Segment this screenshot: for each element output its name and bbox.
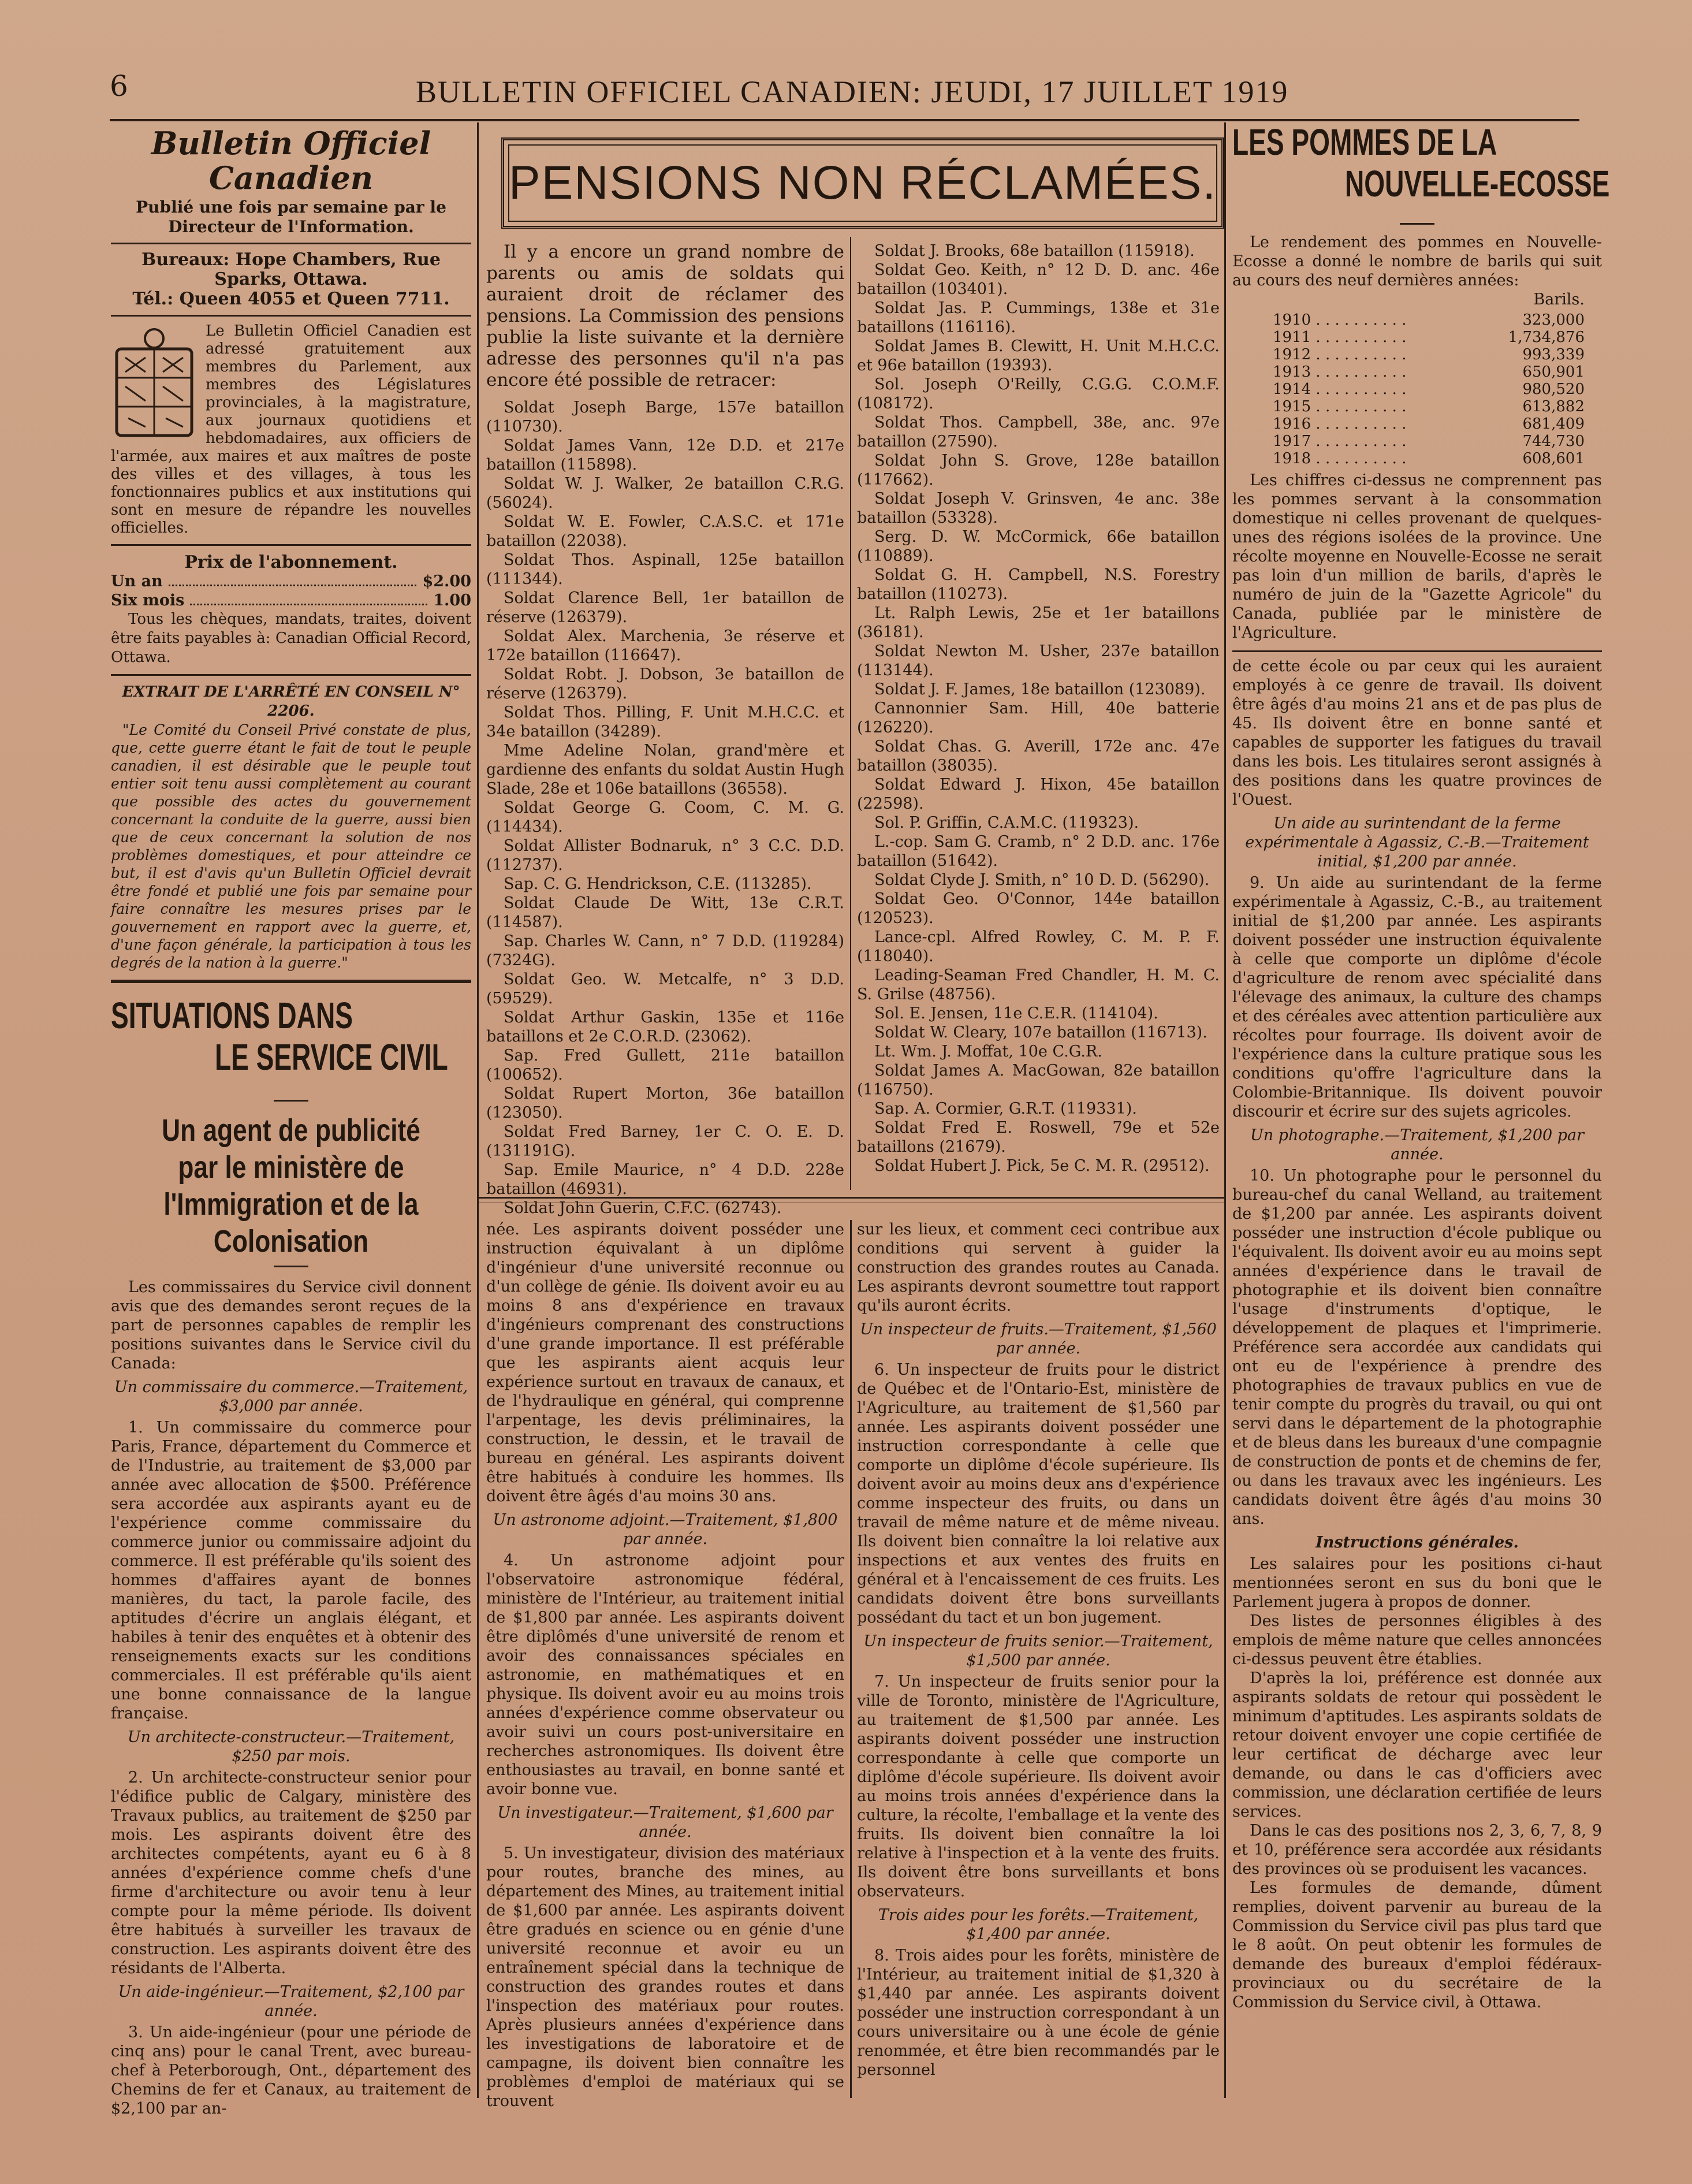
pensions-right-entries — [857, 241, 1220, 1175]
pension-entry: Soldat Clyde J. Smith, n° 10 D. D. (56290). — [874, 871, 1210, 889]
pension-entry: Soldat Alex. Marchenia, 3e réserve et 172e bataillon (116647). — [486, 627, 844, 664]
masthead-offices: Bureaux: Hope Chambers, Rue Sparks, Ottawa. — [141, 250, 441, 289]
pension-entry: Cannonnier Sam. Hill, 40e batterie (126220). — [857, 700, 1220, 736]
pommes-table-row — [1232, 381, 1602, 398]
pension-entry: Soldat Thos. Pilling, F. Unit M.H.C.C. et 34e bataillon (34289). — [486, 704, 844, 741]
payment-note: Tous les chèques, mandats, traites, doivent être faits payables à: Canadian Official Record, Ottawa. — [111, 611, 471, 666]
general-instruction-3: D'après la loi, préférence est donnée aux aspirants soldats de retour qui possèdent le minimum d'aptitudes. Les aspirants soldats de retour doivent envoyer une copie certifiée de leur certificat de décharge avec leur demande, ou dans le cas d'officiers avec commission, une déclaration certifiée de leurs services. — [1232, 1669, 1602, 1821]
rate-row-six — [111, 591, 471, 610]
pommes-barrels: 993,339 — [1522, 346, 1585, 363]
pension-entry: Soldat John S. Grove, 128e bataillon (117662). — [857, 452, 1220, 489]
pension-entry: Soldat W. E. Fowler, C.A.S.C. et 171e bataillon (22038). — [486, 513, 844, 550]
situations-intro: Les commissaires du Service civil donnent avis que des demandes seront reçues de la part de personnes capables de remplir les positions suivantes dans le Service civil du Canada: — [111, 1278, 471, 1372]
pommes-table-row — [1232, 311, 1602, 329]
pension-entry: Soldat Claude De Witt, 13e C.R.T. (114587). — [486, 894, 844, 931]
pension-entry: Soldat James B. Clewitt, H. Unit M.H.C.C. et 96e bataillon (19393). — [857, 337, 1220, 374]
pension-entry: Soldat Hubert J. Pick, 5e C. M. R. (29512). — [874, 1157, 1210, 1175]
pension-entry: Mme Adeline Nolan, grand'mère et gardienne des enfants du soldat Austin Hugh Slade, 28e et 106e bataillons (36558). — [486, 742, 844, 798]
subscription-title: Prix de l'abonnement. — [184, 552, 398, 572]
pension-entry: Soldat George G. Coom, C. M. G. (114434). — [486, 799, 844, 836]
pensions-intro: Il y a encore un grand nombre de parents ou amis de soldats qui auraient droit de réclamer des pensions. La Commission des pensions publie la liste suivante et la dernière adresse des personnes qu'il n'a pas encore été possible de retracer: — [486, 241, 844, 390]
masthead-rule — [111, 544, 471, 546]
pensions-heading-box — [501, 137, 1224, 229]
section-rule — [1232, 650, 1602, 652]
rate-row-year — [111, 572, 471, 591]
position-7-title: Un inspecteur de fruits senior.—Traitement, $1,500 par année. — [863, 1632, 1213, 1669]
rate-year-value: $2.00 — [422, 572, 471, 590]
column-masthead — [111, 122, 471, 2118]
extract-text: "Le Comité du Conseil Privé constate de plus, que, cette guerre étant le fait de tout le peuple canadien, il est désirable que le peuple tout entier soit tenu aussi complètement au courant que possible des actes du gouvernement concernant la conduite de la guerre, aussi bien que de ceux concernant la solution de nos problèmes domestiques, et pour atteindre ce but, il est d'avis qu'un Bulletin Officiel devrait être fondé et publié une fois par semaine pour faire connaître les mesures prises par le gouvernement en rapport avec la guerre, et, d'une façon générale, la participation à tous les degrés de la nation à la guerre." — [111, 721, 471, 971]
pensions-heading: PENSIONS NON RÉCLAMÉES. — [508, 157, 1217, 209]
pension-entry: Serg. D. W. McCormick, 66e bataillon (110889). — [857, 528, 1220, 565]
pension-entry: Sol. P. Griffin, C.A.M.C. (119323). — [874, 814, 1139, 832]
pommes-barrels: 980,520 — [1522, 381, 1585, 398]
pension-entry: Sap. C. G. Hendrickson, C.E. (113285). — [504, 875, 812, 893]
pommes-year: 1913 . . . . . . . . . . — [1273, 363, 1407, 381]
pension-entry: Soldat J. Brooks, 68e bataillon (115918). — [874, 242, 1195, 260]
extract-title: EXTRAIT DE L'ARRÊTÉ EN CONSEIL N° 2206. — [122, 683, 460, 720]
pommes-table-row — [1232, 450, 1602, 467]
pension-entry: Soldat G. H. Campbell, N.S. Forestry bataillon (110273). — [857, 566, 1220, 603]
pension-entry: Soldat John Guerin, C.F.C. (62743). — [504, 1199, 782, 1217]
pension-entry: Sap. Emile Maurice, n° 4 D.D. 228e bataillon (46931). — [486, 1161, 844, 1198]
pension-entry: Soldat Clarence Bell, 1er bataillon de réserve (126379). — [486, 589, 844, 626]
pensions-left-entries — [486, 398, 844, 1218]
masthead-description: Le Bulletin Officiel Canadien est adressé gratuitement aux membres du Parlement, aux membres des Législatures provinciales, à la magistrature, aux journaux quotidiens et hebdomadaires, aux officiers de l'armée, aux maires et aux maîtres de poste des villes et des villages, à tous les fonctionnaires publics et aux institutions qui sont en mesure de répandre les nouvelles officielles. — [111, 322, 471, 537]
pommes-year: 1910 . . . . . . . . . . — [1273, 311, 1407, 329]
column-divider — [850, 1220, 852, 2098]
column-divider — [1224, 122, 1226, 2098]
pommes-table-row — [1232, 433, 1602, 450]
situations-subheading: Un agent de publicité par le ministère de l'Immigration et de la Colonisation — [162, 1113, 420, 1259]
pension-entry: Sap. A. Cormier, G.R.T. (119331). — [874, 1100, 1137, 1118]
position-2-title: Un architecte-constructeur.—Traitement, $250 par mois. — [127, 1728, 455, 1765]
pension-entry: Soldat Chas. G. Averill, 172e anc. 47e bataillon (38035). — [857, 738, 1220, 775]
position-6-title: Un inspecteur de fruits.—Traitement, $1,560 par année. — [860, 1320, 1217, 1357]
position-8-title: Trois aides pour les forêts.—Traitement, $1,400 par année. — [878, 1906, 1199, 1943]
pension-entry: Soldat Fred E. Roswell, 79e et 52e bataillons (21679). — [857, 1119, 1220, 1156]
pension-entry: Soldat Allister Bodnaruk, n° 3 C.C. D.D. (112737). — [486, 837, 844, 874]
pension-entry: Lance-cpl. Alfred Rowley, C. M. P. F. (118040). — [857, 928, 1220, 965]
pension-entry: Soldat James Vann, 12e D.D. et 217e bataillon (115898). — [486, 437, 844, 474]
pension-entry: Soldat W. J. Walker, 2e bataillon C.R.G. (56024). — [486, 475, 844, 512]
column-divider — [850, 237, 851, 1190]
page-number: 6 — [110, 69, 128, 103]
masthead-published: Publié une fois par semaine par le Directeur de l'Information. — [136, 198, 446, 236]
position-10-title: Un photographe.—Traitement, $1,200 par année. — [1250, 1126, 1585, 1163]
pommes-barrels: 744,730 — [1522, 433, 1585, 450]
position-4-text: 4. Un astronome adjoint pour l'observatoire astronomique fédéral, ministère de l'Intérieur, au traitement initial de $1,800 par année. Les aspirants doivent être diplômés d'une université de renom et avoir des connaissances spéciales en astronomie, en mathématiques et en physique. Ils doivent avoir eu au moins trois années d'expérience comme observateur ou avoir suivi un cours post-universitaire en recherches astronomiques. Ils doivent être enthousiastes au travail, en bonne santé et avoir bonne vue. — [486, 1552, 844, 1798]
column-3-bottom — [857, 1220, 1220, 2098]
position-5-continued: sur les lieux, et comment ceci contribue aux conditions qui servent à guider la construction des grandes routes au Canada. Les aspirants devront soumettre tout rapport qu'ils auront écrits. — [857, 1221, 1220, 1315]
pension-entry: L.-cop. Sam G. Cramb, n° 2 D.D. anc. 176e bataillon (51642). — [857, 833, 1220, 870]
position-3-title: Un aide-ingénieur.—Traitement, $2,100 par année. — [118, 1983, 464, 2020]
masthead-title: Bulletin Officiel Canadien — [151, 125, 431, 196]
pension-entry: Soldat Geo. Keith, n° 12 D. D. anc. 46e bataillon (103401). — [857, 261, 1220, 298]
position-9-text: 9. Un aide au surintendant de la ferme expérimentale à Agassiz, C.-B., au traitement initial de $1,200 par année. Les aspirants doivent posséder une instruction équivalente à celle que comporte un diplôme d'école d'agriculture de renom avec spécialité dans l'élevage des animaux, la culture des champs et des céréales avec attention particulière aux récoltes pour fourrage. Ils doivent avoir de l'expérience dans la culture pratique sous les conditions qu'offre l'agriculture dans la Colombie-Britannique. Ils doivent pouvoir discourir et écrire sur des sujets agricoles. — [1232, 874, 1602, 1121]
column-4 — [1232, 121, 1610, 2097]
pommes-outro: Les chiffres ci-dessus ne comprennent pas les pommes servant à la consommation domestique ni celles provenant de quelques-unes des régions isolées de la province. Une récolte moyenne en Nouvelle-Ecosse ne serait pas loin d'un million de barils, d'après le numéro de juin de la "Gazette Agricole" du Canada, publiée par le ministère de l'Agriculture. — [1232, 471, 1602, 642]
position-4-title: Un astronome adjoint.—Traitement, $1,800 par année. — [493, 1511, 838, 1548]
pommes-table-row — [1232, 398, 1602, 415]
pension-entry: Soldat Newton M. Usher, 237e bataillon (113144). — [857, 642, 1220, 679]
position-6-text: 6. Un inspecteur de fruits pour le district de Québec et de l'Ontario-Est, ministère de l'Agriculture, au traitement de $1,560 par année. Les aspirants doivent posséder une instruction correspondante à celle que comporte un diplôme d'école supérieure. Ils doivent avoir au moins deux ans d'expérience comme inspecteur des fruits, ou dans un travail de même nature et de même niveau. Ils doivent bien connaître la loi relative aux inspections et aux ventes des fruits en général et à l'encaissement de ces fruits. Les candidats doivent être bons surveillants possédant du tact et un bon jugement. — [857, 1361, 1220, 1627]
position-3-continued: née. Les aspirants doivent posséder une instruction équivalant à un diplôme d'ingénieur d'une université reconnue ou d'un collège de génie. Ils doivent avoir eu au moins 8 ans d'expérience en travaux d'ingénieurs comprenant des constructions d'une grande importance. Il est préférable que les aspirants aient acquis leur expérience surtout en travaux de canaux, et de l'hydraulique en général, qui comprenne l'arpentage, les devis préliminaires, la construction, le dessin, et le travail de bureau en général. Les aspirants doivent être habitués à conduire les hommes. Ils doivent être âgés d'au moins 30 ans. — [486, 1221, 844, 1505]
rate-six-label: Six mois — [111, 591, 185, 609]
masthead-description-block — [111, 322, 471, 537]
pension-entry: Sap. Charles W. Cann, n° 7 D.D. (119284) (7324G). — [486, 932, 844, 969]
position-3-text: 3. Un aide-ingénieur (pour une période de cinq ans) pour le canal Trent, avec bureau-chef à Peterborough, Ont., département des Chemins de fer et Canaux, au traitement de $2,100 par an- — [111, 2023, 471, 2118]
pommes-heading-1: LES POMMES DE LA — [1232, 121, 1497, 163]
position-8-continued: de cette école ou par ceux qui les auraient employés à ce genre de travail. Ils doivent être âgés d'au moins 21 ans et de pas plus de 45. Ils doivent être en bonne santé et capables de supporter les fatigues du travail dans les bois. Les titulaires seront assignés à des positions dans les quatre provinces de l'Ouest. — [1232, 657, 1602, 809]
rate-year-label: Un an — [111, 572, 163, 590]
pension-entry: Lt. Ralph Lewis, 25e et 1er bataillons (36181). — [857, 604, 1220, 641]
general-instruction-1: Les salaires pour les positions ci-haut mentionnées seront en sus du boni que le Parlement jugera à propos de donner. — [1232, 1555, 1602, 1611]
pommes-barrels: 613,882 — [1522, 398, 1585, 415]
pension-entry: Lt. Wm. J. Moffat, 10e C.G.R. — [874, 1043, 1102, 1061]
situations-heading-2: LE SERVICE CIVIL — [215, 1036, 448, 1078]
position-10-text: 10. Un photographe pour le personnel du bureau-chef du canal Welland, au traitement de $1,200 par année. Les aspirants doivent posséder une instruction d'école publique ou l'équivalent. Ils doivent avoir eu au moins sept années d'expérience dans le travail de photographie et ils doivent bien connaître l'usage d'instruments d'optique, le développement de plaques et l'imprimerie. Préférence sera accordée aux candidats qui ont eu de l'expérience à prendre des photographies de travaux publics en vue de tenir compte du progrès du travail, ou qui ont servi dans le département de la photographie et de bleus dans les bureaux d'une compagnie de construction de ponts et de chemins de fer, ou dans les travaux avec les ingénieurs. Les candidats doivent être âgés d'au moins 30 ans. — [1232, 1167, 1602, 1528]
pension-entry: Soldat Jas. P. Cummings, 138e et 31e bataillons (116116). — [857, 299, 1220, 336]
rate-six-value: 1.00 — [433, 591, 471, 609]
pension-entry: Soldat Robt. J. Dobson, 3e bataillon de réserve (126379). — [486, 665, 844, 702]
general-instruction-5: Les formules de demande, dûment remplies, doivent parvenir au bureau de la Commission du Service civil pas plus tard que le 8 août. On peut obtenir les formules de demande des bureaux d'emploi fédéraux-provinciaux ou du secrétaire de la Commission du Service civil, à Ottawa. — [1232, 1879, 1602, 2011]
pension-entry: Soldat W. Cleary, 107e bataillon (116713). — [874, 1024, 1207, 1041]
pension-entry: Sol. Joseph O'Reilly, C.G.G. C.O.M.F. (108172). — [857, 375, 1220, 412]
position-5-title: Un investigateur.—Traitement, $1,600 par année. — [497, 1804, 833, 1841]
general-instructions-title: Instructions générales. — [1315, 1534, 1519, 1552]
pommes-year: 1914 . . . . . . . . . . — [1273, 381, 1407, 398]
pommes-year: 1911 . . . . . . . . . . — [1273, 329, 1407, 346]
pension-entry: Soldat Thos. Campbell, 38e, anc. 97e bataillon (27590). — [857, 414, 1220, 451]
pommes-table — [1232, 311, 1602, 467]
position-8-text: 8. Trois aides pour les forêts, ministère de l'Intérieur, au traitement initial de $1,320 à $1,440 par année. Les aspirants doivent posséder une instruction correspondant à un cours universitaire ou à une école de génie renommée, et être bien recommandés par le personnel — [857, 1947, 1220, 2079]
pension-entry: Soldat Fred Barney, 1er C. O. E. D. (131191G). — [486, 1123, 844, 1160]
pommes-year: 1915 . . . . . . . . . . — [1273, 398, 1407, 415]
pension-entry: Leading-Seaman Fred Chandler, H. M. C. S. Grilse (48756). — [857, 966, 1220, 1003]
pension-entry: Soldat J. F. James, 18e bataillon (123089). — [874, 680, 1206, 698]
pension-entry: Soldat Thos. Aspinall, 125e bataillon (111344). — [486, 551, 844, 588]
pensions-list-right — [857, 241, 1220, 1195]
pommes-table-row — [1232, 415, 1602, 433]
pension-entry: Soldat Joseph V. Grinsven, 4e anc. 38e bataillon (53328). — [857, 490, 1220, 527]
pommes-table-row — [1232, 329, 1602, 346]
pension-entry: Soldat Edward J. Hixon, 45e bataillon (22598). — [857, 776, 1220, 813]
general-instruction-2: Des listes de personnes éligibles à des emplois de même nature que celles annoncées ci-dessus peuvent être établies. — [1232, 1612, 1602, 1668]
pommes-barrels: 608,601 — [1522, 450, 1585, 467]
pension-entry: Sap. Fred Gullett, 211e bataillon (100652). — [486, 1047, 844, 1084]
pommes-year: 1917 . . . . . . . . . . — [1273, 433, 1407, 450]
masthead-rule — [111, 674, 471, 676]
position-5-text: 5. Un investigateur, division des matériaux pour routes, branche des mines, au département des Mines, au traitement initial de $1,600 par année. Les aspirants doivent être gradués en science ou en génie d'une université reconnue et avoir eu un entraînement spécial dans la technique de construction des grandes routes et dans l'inspection des matériaux pour routes. Après plusieurs années d'expérience dans les investigations de laboratoire et de campagne, ils doivent bien connaître les problèmes d'emploi de matériaux qui se trouvent — [486, 1844, 844, 2110]
heading-divider — [274, 1100, 308, 1102]
position-9-title: Un aide au surintendant de la ferme expérimentale à Agassiz, C.-B.—Traitement initial, $1,200 par année. — [1245, 814, 1589, 870]
pommes-barrels: 681,409 — [1522, 415, 1585, 433]
heading-divider — [1400, 223, 1434, 225]
position-1-title: Un commissaire du commerce.—Traitement, $3,000 par année. — [114, 1378, 468, 1415]
pension-entry: Soldat Rupert Morton, 36e bataillon (123050). — [486, 1085, 844, 1122]
situations-heading-1: SITUATIONS DANS — [111, 995, 353, 1036]
pension-entry: Soldat James A. MacGowan, 82e bataillon (116750). — [857, 1062, 1220, 1099]
pommes-barrels: 1,734,876 — [1508, 329, 1585, 346]
pommes-table-row — [1232, 346, 1602, 363]
column-divider — [477, 122, 479, 2098]
general-instruction-4: Dans le cas des positions nos 2, 3, 6, 7, 8, 9 et 10, préférence sera accordée aux résidants des provinces où se produisent les vacances. — [1232, 1822, 1602, 1878]
position-1-text: 1. Un commissaire du commerce pour Paris, France, département du Commerce et de l'Industrie, au traitement de $3,000 par année avec allocation de $500. Préférence sera accordée aux aspirants ayant eu de l'expérience comme commissaire du commerce junior ou commissaire adjoint du commerce. Il est préférable qu'ils soient des hommes d'affaires ayant de bonnes manières, du tact, la parole facile, des aptitudes d'écrire un anglais élégant, et habiles à tenir des enquêtes et à obtenir des renseignements exacts sur les conditions commerciales. Il est préférable qu'ils aient une bonne connaissance de la langue française. — [111, 1419, 471, 1722]
masthead-rule — [111, 243, 471, 244]
pension-entry: Soldat Geo. W. Metcalfe, n° 3 D.D. (59529). — [486, 970, 844, 1007]
pommes-table-row — [1232, 363, 1602, 381]
pension-entry: Soldat Joseph Barge, 157e bataillon (110730). — [486, 399, 844, 436]
pensions-list-left — [486, 241, 844, 1217]
pommes-table-header: Barils. — [1533, 291, 1585, 308]
pension-entry: Soldat Arthur Gaskin, 135e et 116e bataillons et 2e C.O.R.D. (23062). — [486, 1009, 844, 1046]
pommes-barrels: 323,000 — [1522, 311, 1585, 329]
pommes-barrels: 650,901 — [1522, 363, 1585, 381]
masthead-rule — [111, 315, 471, 317]
pommes-year: 1916 . . . . . . . . . . — [1273, 415, 1407, 433]
pension-entry: Sol. E. Jensen, 11e C.E.R. (114104). — [874, 1004, 1158, 1022]
page-header-title: BULLETIN OFFICIEL CANADIEN: JEUDI, 17 JUILLET 1919 — [416, 75, 1289, 109]
masthead-phone: Tél.: Queen 4055 et Queen 7711. — [132, 289, 450, 309]
coat-of-arms-icon — [111, 326, 197, 441]
pommes-intro: Le rendement des pommes en Nouvelle-Ecosse a donné le nombre de barils qui suit au cours des neuf dernières années: — [1232, 233, 1602, 289]
pommes-year: 1918 . . . . . . . . . . — [1273, 450, 1407, 467]
position-2-text: 2. Un architecte-constructeur senior pour l'édifice public de Calgary, ministère des Travaux publics, au traitement de $250 par mois. Les aspirants doivent être des architectes compétents, ayant eu 6 à 8 années d'expérience comme chefs d'une firme d'architecture ou avoir tenu à leur compte pour la même période. Ils doivent être habitués à surveiller les travaux de construction. Les aspirants doivent être des résidants de l'Alberta. — [111, 1769, 471, 1977]
pension-entry: Soldat Geo. O'Connor, 144e bataillon (120523). — [857, 890, 1220, 927]
pommes-heading-2: NOUVELLE-ECOSSE — [1345, 163, 1610, 204]
position-7-text: 7. Un inspecteur de fruits senior pour la ville de Toronto, ministère de l'Agriculture, au traitement de $1,500 par année. Les aspirants doivent posséder une instruction correspondante à celle que comporte un diplôme d'école supérieure. Ils doivent avoir au moins trois années d'expérience dans la culture, la récolte, l'emballage et la vente des fruits. Ils doivent bien connaître la loi relative à l'inspection et à la vente des fruits. Ils doivent être bons surveillants et bons observateurs. — [857, 1673, 1220, 1900]
heading-divider — [274, 1266, 308, 1267]
masthead-rule — [111, 980, 471, 983]
pommes-year: 1912 . . . . . . . . . . — [1273, 346, 1407, 363]
column-2-bottom — [486, 1220, 844, 2110]
